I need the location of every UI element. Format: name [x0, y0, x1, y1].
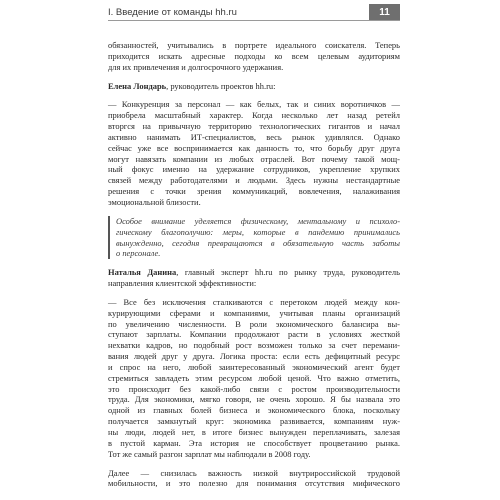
paragraph-continuation: [108, 468, 400, 490]
text-line: ны люди, людей нет, в итоге бизнес вынужден переплачивать, залезая: [108, 427, 400, 437]
text-line: получается замкнутый круг: экономика развивается, компаниям нуж-: [108, 416, 400, 427]
text-line: связей между работодателями и людьми. Здесь нужны нестандартные: [108, 175, 400, 186]
text-line: нехватки кадров, но подобный рост возможен только за счет перемани-: [108, 340, 400, 351]
text-line: в пустой карман. Эта история не способствует процветанию рынка.: [108, 437, 400, 448]
text-line: вторгся на привычную территорию технологических гигантов и начал: [108, 121, 400, 132]
text-line: обязанностей, учитывались в портрете идеального соискателя. Теперь: [108, 40, 400, 50]
quote-line: о персонале.: [116, 248, 161, 259]
text-line: труда. Для экономики, мягко говоря, не очень хорошо. Я бы назвала это: [108, 394, 400, 405]
speaker-role: , главный эксперт hh.ru по рынку труда, руководитель: [176, 267, 400, 278]
speaker-role-line2: направления клиентской эффективности:: [108, 278, 257, 289]
page-body: [108, 40, 400, 489]
text-line: и спрос на него, любой заинтересованный экономический агент будет: [108, 361, 400, 372]
text-line: активно нанимать ИТ-специалистов, весь рынок удивлялся. Однако: [108, 131, 400, 142]
text-line: могут навязать компании из любых отраслей. Вот почему такой мощ-: [108, 153, 400, 164]
speaker-line-2: [108, 267, 400, 289]
text-line: курирующими сферами и компаниями, учитывая планы организаций: [108, 307, 400, 318]
text-line: сейчас уже все воспринимается как данность то, что борьбу друг друга: [108, 142, 400, 153]
text-line: эмоциональной близости.: [108, 196, 201, 207]
text-line: вания людей друг у друга. Логика проста: если есть дефицитный ресурс: [108, 351, 400, 362]
paragraph-intro: [108, 40, 400, 73]
text-line: по увеличению численности. В роли экономического балансира вы-: [108, 318, 400, 329]
pull-quote: [108, 216, 400, 259]
paragraph-londar: [108, 99, 400, 207]
paragraph-danina: [108, 297, 400, 460]
quote-line: гическому благополучию: меры, которые в пандемию принимались: [116, 226, 400, 237]
text-line: это происходит без какой-либо связи с ростом производительности: [108, 383, 400, 394]
speaker-name: Елена Лондарь: [108, 80, 167, 91]
text-line: мобильности, и это полезно для понимания отсутствия мифического: [108, 478, 400, 489]
speaker-role: , руководитель проектов hh.ru:: [166, 80, 276, 91]
text-line: — Конкуренция за персонал — как белых, так и синих воротничков —: [108, 99, 400, 110]
text-line: ный фокус именно на удержание сотрудников, укрепление хрупких: [108, 164, 400, 175]
text-line: приходится искать адресные подходы ко всем целевым аудиториям: [108, 50, 400, 61]
text-line: — Все без исключения сталкиваются с перетоком людей между кон-: [108, 296, 400, 307]
text-line: для их привлечения и долгосрочного удержания.: [108, 61, 284, 72]
text-line: Далее — снизилась важность низкой внутрироссийской трудовой: [108, 467, 400, 478]
chapter-title: I. Введение от команды hh.ru: [108, 6, 237, 18]
quote-line: вынужденно, сегодня превращаются в обязательную часть заботы: [116, 237, 400, 248]
text-line: ступают зарплаты. Компании продолжают расти в условиях жесткой: [108, 329, 400, 340]
speaker-line-1: [108, 81, 400, 92]
running-header: [108, 4, 400, 21]
text-line: приобрела масштабный характер. Когда несколько лет назад ретейл: [108, 110, 400, 121]
text-line: стремиться завладеть этим ресурсом любой ценой. Что важно отметить,: [108, 372, 400, 383]
quote-line: Особое внимание уделяется физическому, ментальному и психоло-: [116, 215, 400, 226]
page-number-badge: 11: [369, 4, 400, 20]
text-line: Тот же самый разгон зарплат мы наблюдали в 2008 году.: [108, 448, 311, 459]
text-line: одной из главных болей бизнеса и экономического блока, поскольку: [108, 405, 400, 416]
text-line: решения с точки зрения коммуникаций, вовлечения, налаживания: [108, 186, 400, 197]
speaker-name: Наталья Данина: [108, 267, 177, 278]
